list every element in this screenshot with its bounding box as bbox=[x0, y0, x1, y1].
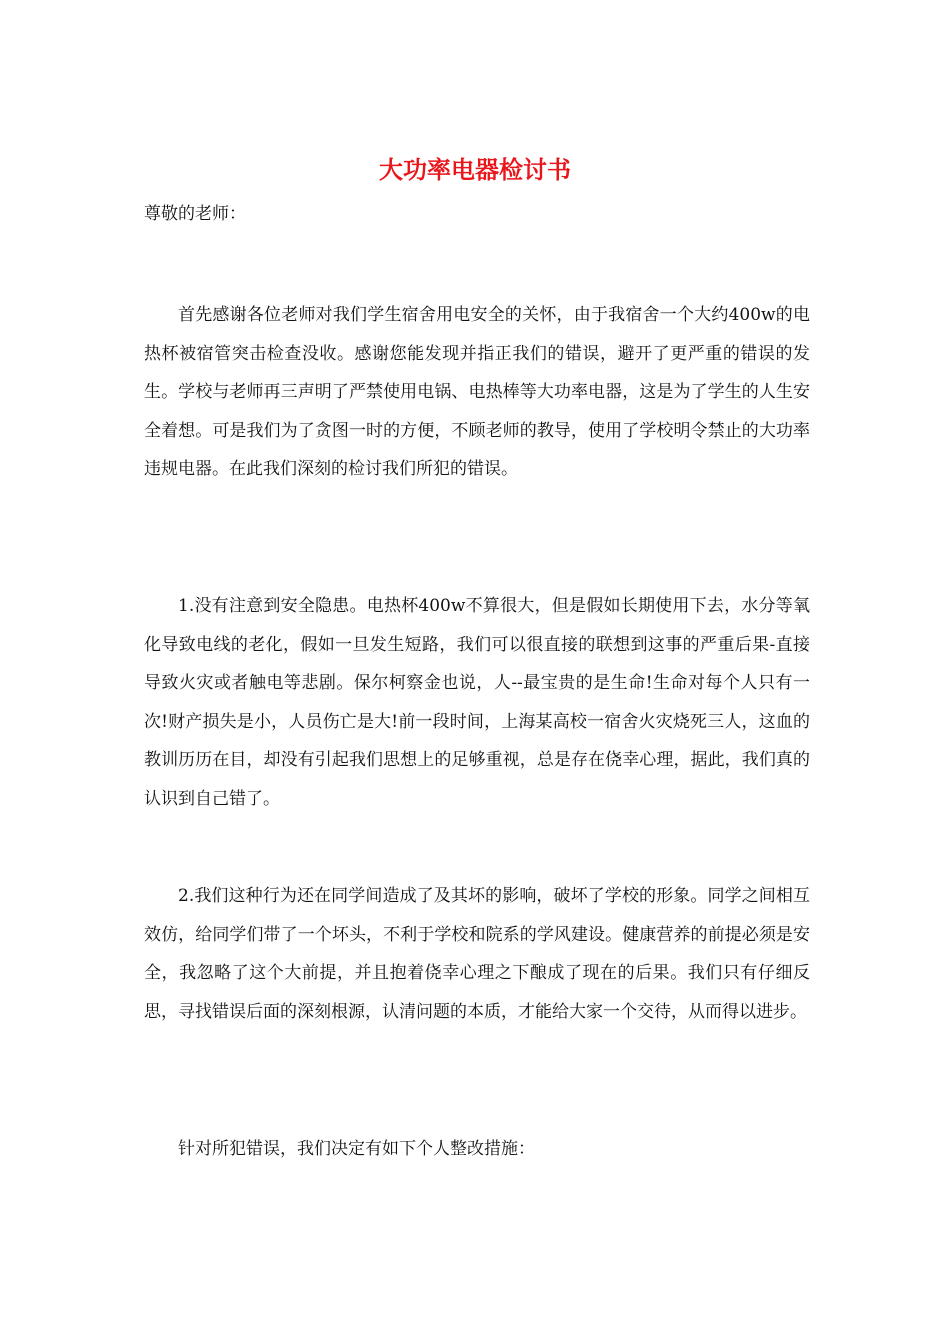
paragraph-point-2: 2.我们这种行为还在同学间造成了及其坏的影响，破坏了学校的形象。同学之间相互效仿，给同学们带了一个坏头，不利于学校和院系的学风建设。健康营养的前提必须是安全，我忽略了这个大前提，并且抱着侥幸心理之下酿成了现在的后果。我们只有仔细反思，寻找错误后面的深刻根源，认清问题的本质，才能给大家一个交待，从而得以进步。 bbox=[144, 886, 810, 1022]
paragraph-measures-intro: 针对所犯错误，我们决定有如下个人整改措施： bbox=[178, 1139, 535, 1159]
paragraph-point-1: 1.没有注意到安全隐患。电热杯400w不算很大，但是假如长期使用下去，水分等氧化导致电线的老化，假如一旦发生短路，我们可以很直接的联想到这事的严重后果-直接导致火灾或者触电等悲剧。保尔柯察金也说，人--最宝贵的是生命!生命对每个人只有一次!财产损失是小，人员伤亡是大!前一段时间，上海某高校一宿舍火灾烧死三人，这血的教训历历在目，却没有引起我们思想上的足够重视，总是存在侥幸心理，据此，我们真的认识到自己错了。 bbox=[144, 596, 810, 809]
document-title: 大功率电器检讨书 bbox=[379, 155, 571, 184]
paragraph-intro: 首先感谢各位老师对我们学生宿舍用电安全的关怀，由于我宿舍一个大约400w的电热杯被宿管突击检查没收。感谢您能发现并指正我们的错误，避开了更严重的错误的发生。学校与老师再三声明了严禁使用电锅、电热棒等大功率电器，这是为了学生的人生安全着想。可是我们为了贪图一时的方便，不顾老师的教导，使用了学校明令禁止的大功率违规电器。在此我们深刻的检讨我们所犯的错误。 bbox=[144, 305, 810, 479]
salutation: 尊敬的老师： bbox=[144, 204, 246, 224]
